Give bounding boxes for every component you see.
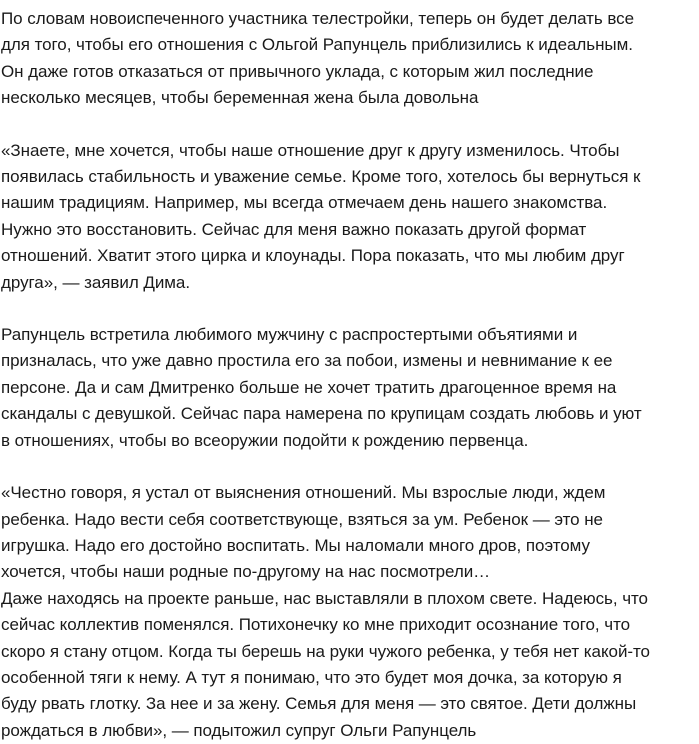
text-line: «Честно говоря, я устал от выяснения отношений. Мы взрослые люди, ждем bbox=[1, 483, 606, 503]
text-line: друга», — заявил Дима. bbox=[1, 272, 190, 292]
paragraph-narrative bbox=[1, 322, 697, 454]
text-line: «Знаете, мне хочется, чтобы наше отношение друг к другу изменилось. Чтобы bbox=[1, 140, 620, 160]
text-line: несколько месяцев, чтобы беременная жена была довольна bbox=[1, 88, 479, 108]
text-line: Нужно это восстановить. Сейчас для меня важно показать другой формат bbox=[1, 219, 587, 239]
text-line: хочется, чтобы наши родные по-другому на нас посмотрели… bbox=[1, 562, 491, 582]
paragraph-quote-dima-1 bbox=[1, 138, 697, 296]
text-line: призналась, что уже давно простила его за побои, измены и невнимание к ее bbox=[1, 351, 613, 371]
text-line: По словам новоиспеченного участника телестройки, теперь он будет делать все bbox=[1, 9, 634, 28]
text-line: особенной тяги к нему. А тут я понимаю, что это будет моя дочка, за которую я bbox=[1, 667, 622, 687]
text-line: скандалы с девушкой. Сейчас пара намерена по крупицам создать любовь и уют bbox=[1, 404, 642, 424]
text-line: скоро я стану отцом. Когда ты берешь на руки чужого ребенка, у тебя нет какой-то bbox=[1, 641, 650, 661]
text-line: Он даже готов отказаться от привычного уклада, с которым жил последние bbox=[1, 61, 594, 81]
paragraph-lead bbox=[1, 6, 697, 112]
text-line: сейчас коллектив поменялся. Потихонечку ко мне приходит осознание того, что bbox=[1, 615, 631, 635]
text-line: ребенка. Надо вести себя соответствующе, взяться за ум. Ребенок — это не bbox=[1, 509, 603, 529]
text-line: для того, чтобы его отношения с Ольгой Рапунцель приблизились к идеальным. bbox=[1, 35, 633, 55]
text-line: игрушка. Надо его достойно воспитать. Мы наломали много дров, поэтому bbox=[1, 535, 590, 555]
text-line: Рапунцель встретила любимого мужчину с распростертыми объятиями и bbox=[1, 325, 578, 345]
text-line: буду рвать глотку. За нее и за жену. Семья для меня — это святое. Дети должны bbox=[1, 694, 637, 714]
text-line: отношений. Хватит этого цирка и клоунады. Пора показать, что мы любим друг bbox=[1, 246, 625, 266]
text-line: персоне. Да и сам Дмитренко больше не хочет тратить драгоценное время на bbox=[1, 377, 617, 397]
text-line: в отношениях, чтобы во всеоружии подойти к рождению первенца. bbox=[1, 430, 529, 450]
paragraph-quote-dima-2 bbox=[1, 480, 697, 744]
text-line: Даже находясь на проекте раньше, нас выставляли в плохом свете. Надеюсь, что bbox=[1, 588, 648, 608]
text-line: нашим традициям. Например, мы всегда отмечаем день нашего знакомства. bbox=[1, 193, 608, 213]
text-line: рождаться в любви», — подытожил супруг Ольги Рапунцель bbox=[1, 720, 477, 740]
text-line: появилась стабильность и уважение семье. Кроме того, хотелось бы вернуться к bbox=[1, 167, 641, 187]
